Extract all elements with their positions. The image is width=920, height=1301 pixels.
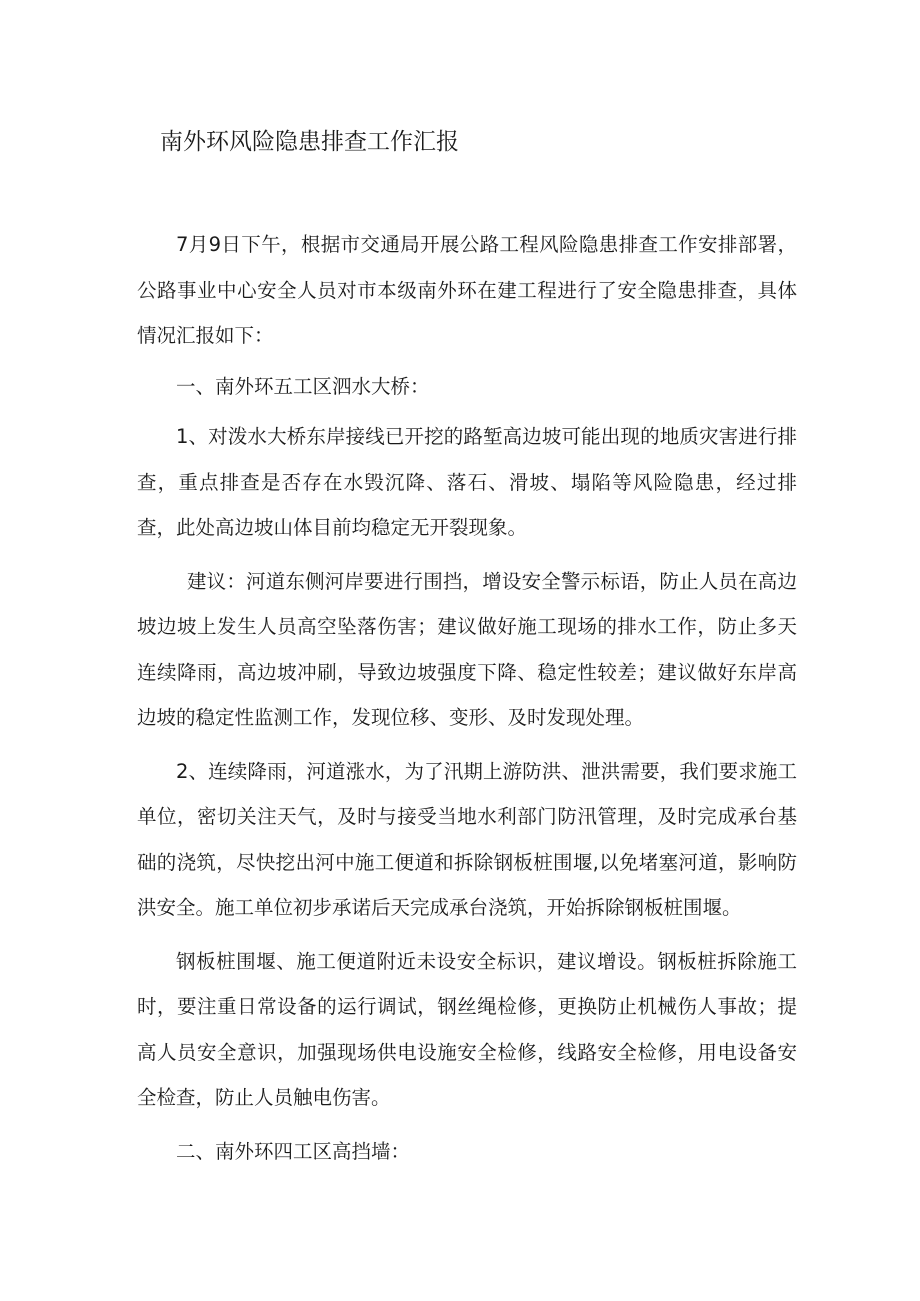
steel-cofferdam-paragraph: 钢板桩围堰、施工便道附近未设安全标识，建议增设。钢板桩拆除施工时，要注重日常设备的运行调试，钢丝绳检修，更换防止机械伤人事故；提高人员安全意识，加强现场供电设施安全检修，线路安全检修，用电设备安全检查，防止人员触电伤害。 (137, 949, 797, 1109)
section-heading-2: 二、南外环四工区高挡墙： (176, 1139, 411, 1163)
item-2-paragraph: 2、连续降雨，河道涨水，为了汛期上游防洪、泄洪需要，我们要求施工单位，密切关注天气，及时与接受当地水利部门防汛管理，及时完成承台基础的浇筑，尽快挖出河中施工便道和拆除钢板桩围堰,以免堵塞河道，影响防洪安全。施工单位初步承诺后天完成承台浇筑，开始拆除钢板桩围堰。 (137, 759, 797, 919)
suggestion-paragraph: 建议：河道东侧河岸要进行围挡，增设安全警示标语，防止人员在高边坡边坡上发生人员高空坠落伤害；建议做好施工现场的排水工作，防止多天连续降雨，高边坡冲刷，导致边坡强度下降、稳定性较差；建议做好东岸高边坡的稳定性监测工作，发现位移、变形、及时发现处理。 (137, 569, 797, 729)
document-title: 南外环风险隐患排查工作汇报 (160, 129, 459, 155)
document-body (137, 222, 797, 1174)
intro-paragraph: 7月9日下午，根据市交通局开展公路工程风险隐患排查工作安排部署，公路事业中心安全人员对市本级南外环在建工程进行了安全隐患排查，具体情况汇报如下： (137, 233, 797, 347)
item-1-paragraph: 1、对泼水大桥东岸接线已开挖的路堑高边坡可能出现的地质灾害进行排查，重点排查是否存在水毁沉降、落石、滑坡、塌陷等风险隐患，经过排查，此处高边坡山体目前均稳定无开裂现象。 (137, 425, 797, 539)
section-heading-1: 一、南外环五工区泗水大桥： (176, 374, 430, 398)
